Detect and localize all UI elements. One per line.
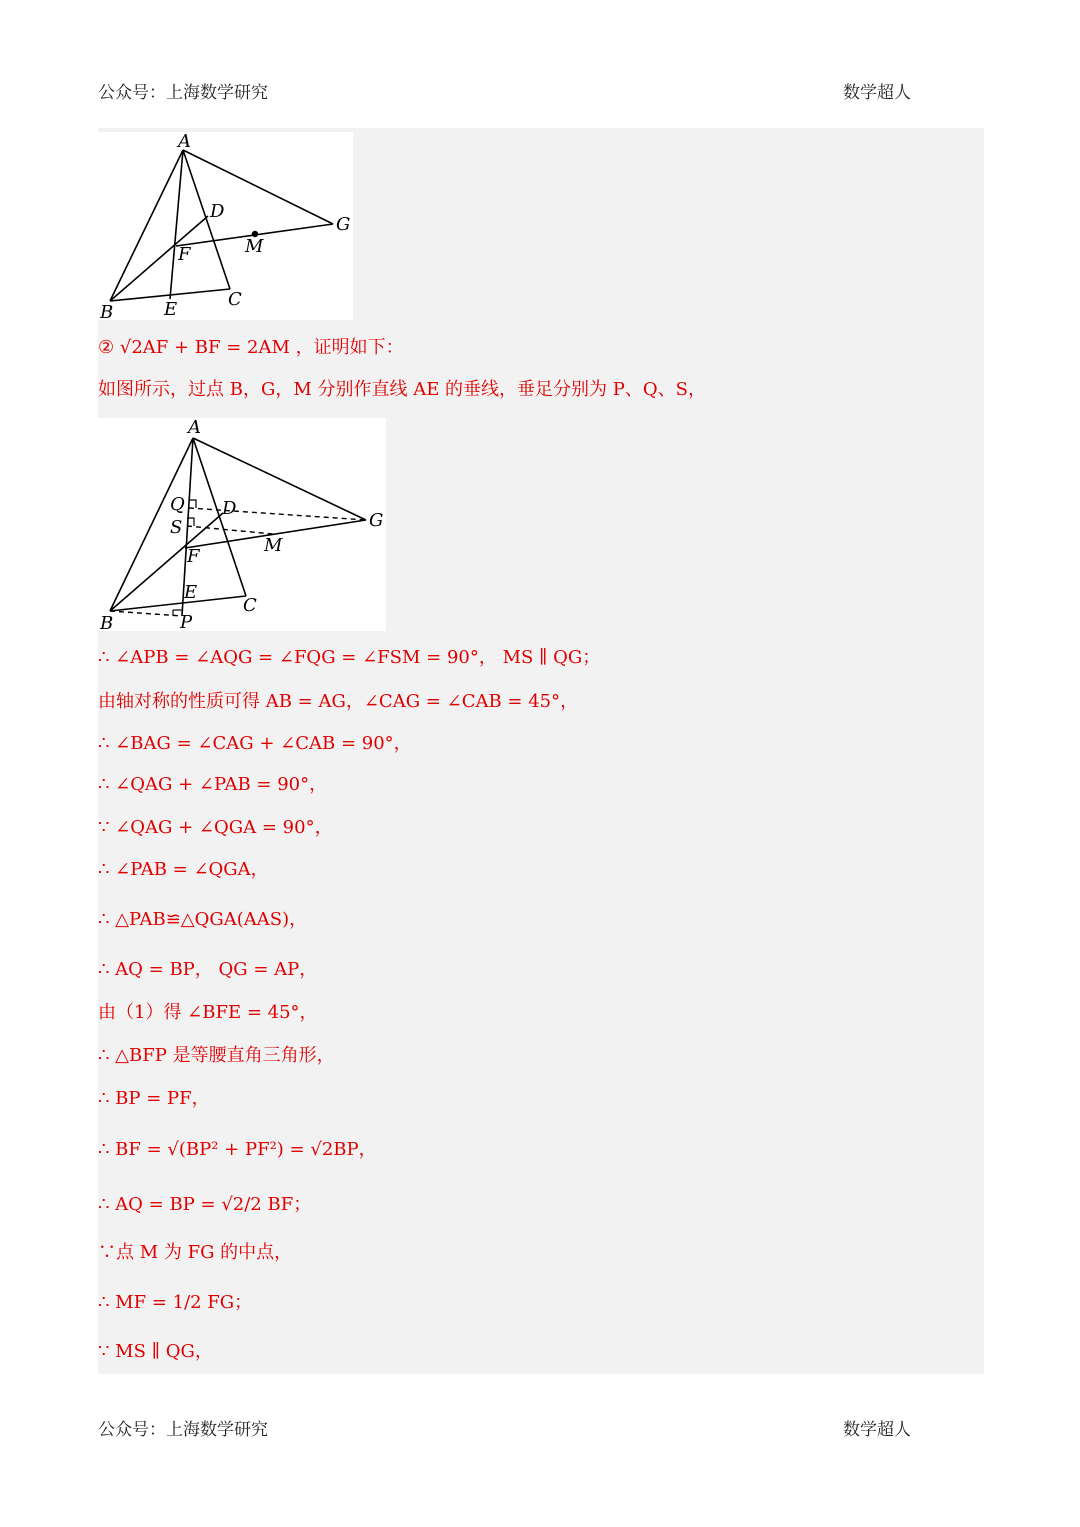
fig2-label-s: S [170, 517, 183, 538]
fig2-label-m: M [264, 535, 283, 556]
fig1-label-a: A [178, 132, 191, 152]
statement-line-1: ② √2AF + BF = 2AM ，证明如下： [98, 337, 404, 358]
footer-brand: 数学超人 [843, 1420, 911, 1440]
fig1-label-f: F [178, 244, 191, 265]
proof-line-3: ∴ ∠BAG = ∠CAG + ∠CAB = 90°， [98, 733, 412, 754]
proof-line-9: 由（1）得 ∠BFE = 45°， [98, 1002, 318, 1023]
proof-line-6: ∴ ∠PAB = ∠QGA， [98, 859, 269, 880]
header-brand: 数学超人 [843, 83, 911, 103]
fig1-label-c: C [228, 289, 242, 310]
fig2-label-a: A [188, 418, 201, 438]
fig1-label-g: G [336, 214, 351, 235]
fig1-label-d: D [210, 201, 225, 222]
proof-line-8: ∴ AQ = BP， QG = AP， [98, 959, 318, 980]
fig2-label-e: E [184, 582, 198, 603]
proof-line-12: ∴ BF = √(BP² + PF²) = √2BP， [98, 1139, 377, 1160]
fig1-label-m: M [245, 236, 264, 257]
proof-line-2: 由轴对称的性质可得 AB = AG，∠CAG = ∠CAB = 45°， [98, 691, 579, 712]
fig2-label-c: C [243, 595, 257, 616]
footer-source: 公众号：上海数学研究 [98, 1420, 268, 1440]
solution-panel [98, 128, 984, 1374]
proof-line-16: ∵ MS ∥ QG， [98, 1341, 213, 1362]
proof-line-4: ∴ ∠QAG + ∠PAB = 90°， [98, 774, 328, 795]
fig2-label-q: Q [170, 494, 185, 515]
proof-line-1: ∴ ∠APB = ∠AQG = ∠FQG = ∠FSM = 90°， MS ∥ QG； [98, 647, 601, 668]
geometry-figure-1 [98, 132, 353, 320]
geometry-figure-2 [98, 418, 386, 631]
fig1-label-b: B [100, 302, 114, 320]
proof-line-13: ∴ AQ = BP = √2/2 BF； [98, 1194, 312, 1215]
fig2-label-f: F [187, 546, 200, 567]
proof-line-14: ∵点 M 为 FG 的中点， [98, 1242, 293, 1263]
fig2-label-p: P [180, 612, 193, 631]
fig2-label-b: B [100, 613, 114, 631]
proof-line-10: ∴ △BFP 是等腰直角三角形， [98, 1045, 335, 1066]
proof-line-5: ∵ ∠QAG + ∠QGA = 90°， [98, 817, 333, 838]
fig2-label-g: G [369, 510, 384, 531]
fig1-label-e: E [164, 299, 178, 320]
proof-line-7: ∴ △PAB≌△QGA(AAS)， [98, 909, 308, 930]
header-source: 公众号：上海数学研究 [98, 83, 268, 103]
proof-line-11: ∴ BP = PF， [98, 1088, 210, 1109]
statement-line-2: 如图所示，过点 B，G，M 分别作直线 AE 的垂线，垂足分别为 P、Q、S， [98, 379, 706, 400]
proof-line-15: ∴ MF = 1/2 FG； [98, 1292, 253, 1313]
fig2-label-d: D [222, 498, 237, 519]
